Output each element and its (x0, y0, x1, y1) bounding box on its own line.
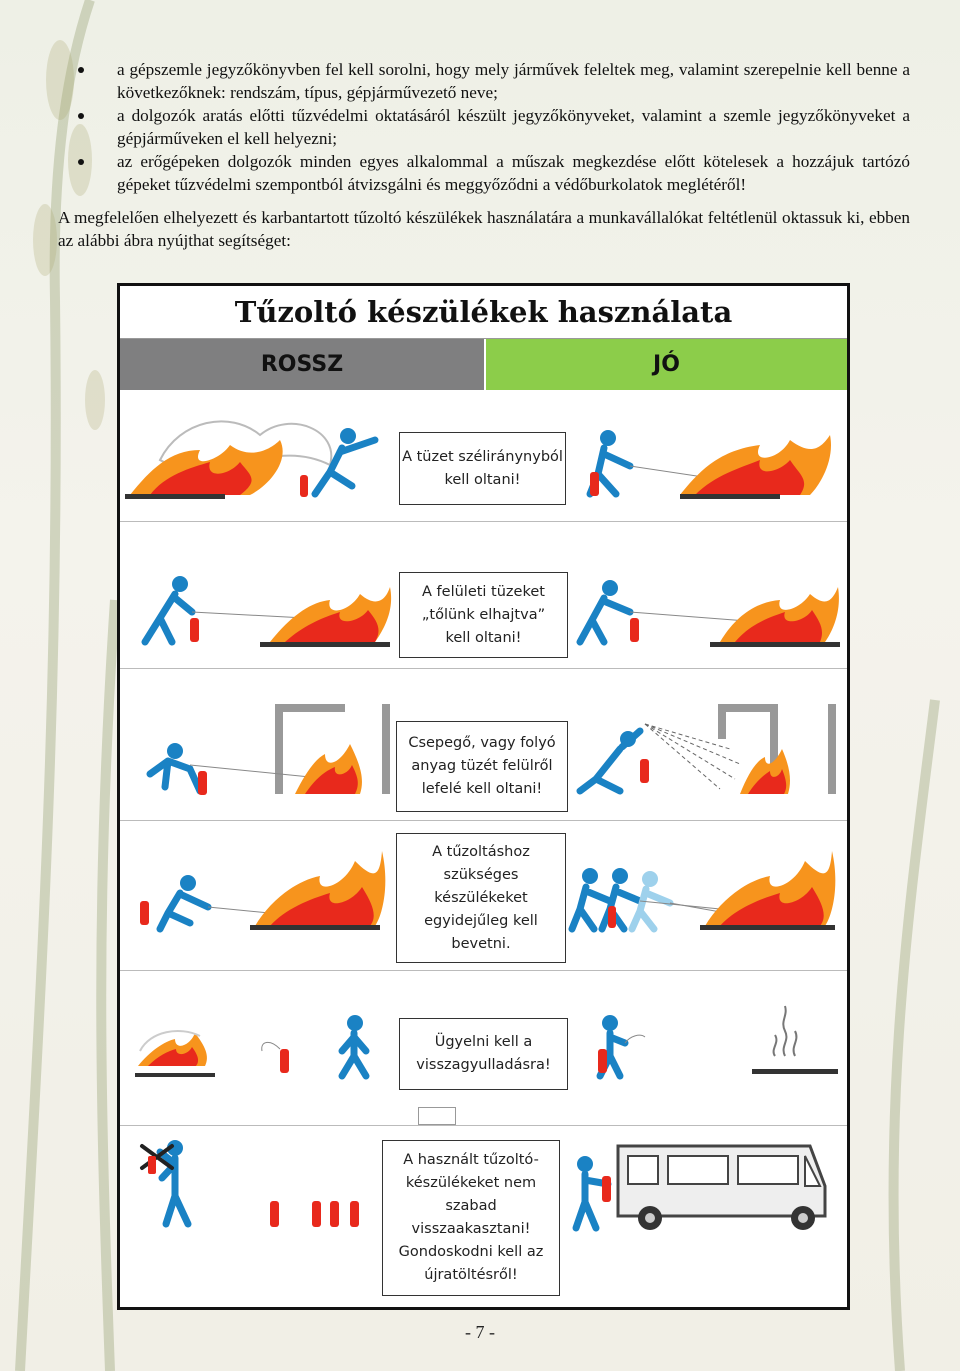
bullet-text: a dolgozók aratás előtti tűzvédelmi oktatásáról készült jegyzőkönyveket, valamint a szemle jegyzőkönyveket a gépjárműveken el kell helyezni; (117, 106, 910, 148)
caption-box (396, 721, 568, 812)
caption-line: kell oltani! (444, 471, 521, 488)
person-icon (580, 580, 630, 642)
flame-icon (700, 851, 835, 930)
poster-row-simultaneous (120, 821, 847, 971)
bad-column-header: ROSSZ (120, 339, 486, 390)
caption-line: szükséges (443, 866, 519, 883)
good-column-header: JÓ (486, 339, 847, 390)
flame-icon (135, 1031, 215, 1077)
caption-line: Csepegő, vagy folyó (408, 735, 556, 751)
bullet-icon (78, 159, 84, 165)
bullet-text: a gépszemle jegyzőkönyvben fel kell sorolni, hogy mely járművek feleltek meg, valamint szerepelnie kell benne a következőknek: rendszám, típus, gépjárművezető neve; (117, 60, 910, 102)
caption-line: „tőlünk elhajtva” (421, 606, 546, 623)
caption-line: visszaakasztani! (411, 1221, 531, 1237)
text-content (58, 58, 910, 252)
bullet-icon (78, 67, 84, 73)
van-icon (618, 1146, 825, 1230)
poster-row-dripping (120, 669, 847, 821)
caption-line: A tüzet széliránynyból (402, 448, 563, 465)
caption-line: A felületi tüzeket (422, 583, 545, 600)
person-icon (145, 576, 192, 642)
bullet-item (58, 104, 910, 150)
page-number: - 7 - (465, 1322, 495, 1342)
person-icon (580, 731, 640, 791)
poster-title: Tűzoltó készülékek használata (120, 286, 847, 339)
poster-header-row (120, 339, 847, 390)
flame-icon (295, 744, 362, 794)
caption-line: A használt tűzoltó- (403, 1152, 539, 1168)
person-icon (572, 868, 640, 929)
caption-line: szabad (445, 1198, 497, 1214)
caption-line: visszagyulladásra! (416, 1057, 551, 1073)
caption-box (399, 432, 566, 505)
caption-line: egyidejűleg kell (424, 912, 538, 929)
caption-line: lefelé kell oltani! (421, 781, 543, 797)
poster-row-surface (120, 522, 847, 669)
caption-line: készülékeket (434, 889, 528, 906)
small-blank-box (418, 1107, 456, 1125)
caption-line: kell oltani! (445, 629, 522, 646)
caption-line: bevetni. (451, 935, 511, 952)
bullet-item (58, 58, 910, 104)
fire-extinguisher-poster (117, 283, 850, 1310)
smoke-icon (752, 1006, 838, 1074)
person-icon (342, 1015, 366, 1076)
bullet-icon (78, 113, 84, 119)
caption-box (399, 572, 568, 658)
person-icon (160, 875, 208, 929)
caption-box (396, 833, 566, 963)
intro-paragraph: A megfelelően elhelyezett és karbantartott tűzoltó készülékek használatára a munkavállalókat feltétlenül oktassuk ki, ebben az alábbi ábra nyújthat segítséget: (58, 208, 910, 250)
poster-row-refill (120, 1126, 847, 1307)
caption-line: készülékeket nem (405, 1175, 537, 1191)
bullet-list (58, 58, 910, 196)
caption-box (399, 1018, 568, 1090)
flame-icon (680, 435, 831, 499)
poster-row-wind (120, 390, 847, 522)
flame-icon (740, 749, 790, 794)
poster-row-reignition (120, 971, 847, 1126)
caption-line: A tűzoltáshoz (432, 843, 530, 860)
bullet-item (58, 150, 910, 196)
caption-line: anyag tüzét felülről (411, 758, 553, 774)
flame-icon (250, 851, 385, 930)
caption-line: Ügyelni kell a (434, 1034, 533, 1050)
flame-icon (710, 587, 840, 647)
caption-line: Gondoskodni kell az (398, 1244, 544, 1260)
caption-line: újratöltésről! (424, 1267, 518, 1283)
bullet-text: az erőgépeken dolgozók minden egyes alkalommal a műszak megkezdése előtt kötelesek a hozzájuk tartózó gépeket tűzvédelmi szempontból átvizsgálni és meggyőződni a védőburkolatok meglétéről! (117, 152, 910, 194)
caption-box (382, 1140, 560, 1296)
person-icon (150, 743, 200, 791)
